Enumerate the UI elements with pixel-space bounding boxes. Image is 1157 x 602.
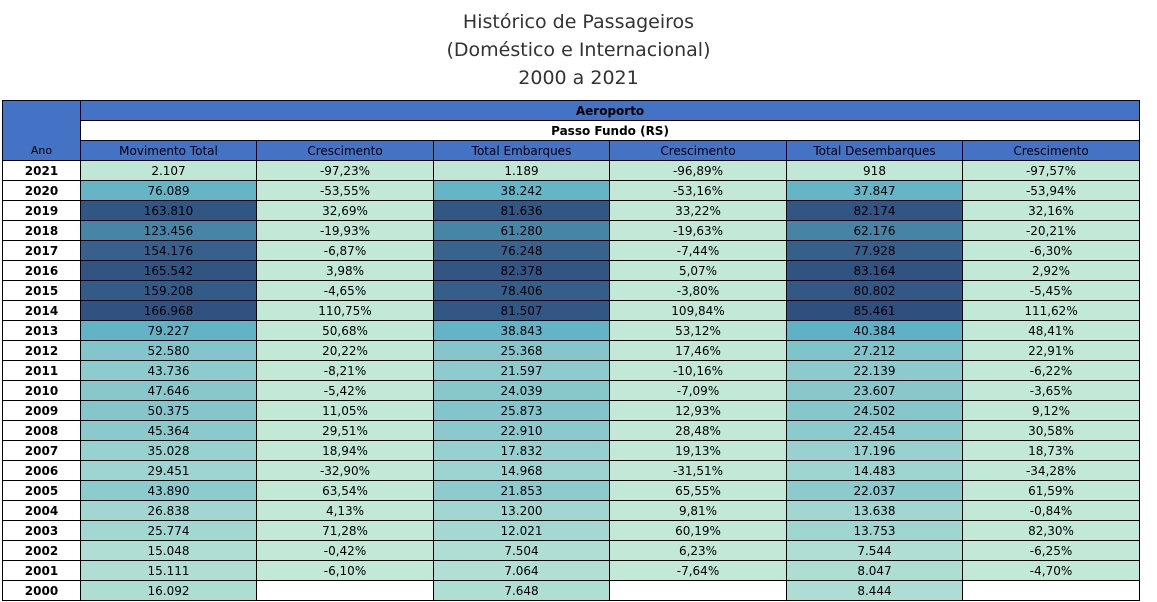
total-embarques-cell: 21.853: [434, 481, 610, 501]
total-embarques-cell: 81.507: [434, 301, 610, 321]
table-row: [3, 161, 1140, 181]
crescimento-total-cell: -6,87%: [257, 241, 434, 261]
col-header-total-desembarques: Total Desembarques: [787, 141, 963, 161]
crescimento-desembarques-cell: -53,94%: [963, 181, 1140, 201]
crescimento-desembarques-cell: -5,45%: [963, 281, 1140, 301]
crescimento-desembarques-cell: [963, 581, 1140, 601]
crescimento-total-cell: -32,90%: [257, 461, 434, 481]
total-desembarques-cell: 22.037: [787, 481, 963, 501]
total-desembarques-cell: 37.847: [787, 181, 963, 201]
table-row: [3, 261, 1140, 281]
table-row: [3, 281, 1140, 301]
col-header-crescimento-desembarques: Crescimento: [963, 141, 1140, 161]
table-row: [3, 241, 1140, 261]
group-header: Aeroporto: [81, 101, 1140, 121]
crescimento-desembarques-cell: -3,65%: [963, 381, 1140, 401]
crescimento-desembarques-cell: 9,12%: [963, 401, 1140, 421]
total-embarques-cell: 7.648: [434, 581, 610, 601]
crescimento-embarques-cell: 60,19%: [610, 521, 787, 541]
movimento-total-cell: 15.111: [81, 561, 257, 581]
crescimento-desembarques-cell: -34,28%: [963, 461, 1140, 481]
crescimento-total-cell: 11,05%: [257, 401, 434, 421]
crescimento-embarques-cell: 53,12%: [610, 321, 787, 341]
total-embarques-cell: 38.242: [434, 181, 610, 201]
table-row: [3, 421, 1140, 441]
table-row: [3, 321, 1140, 341]
year-column-header: Ano: [3, 101, 81, 161]
crescimento-embarques-cell: -10,16%: [610, 361, 787, 381]
crescimento-desembarques-cell: -4,70%: [963, 561, 1140, 581]
movimento-total-cell: 29.451: [81, 461, 257, 481]
table-row: [3, 481, 1140, 501]
year-cell: 2007: [3, 441, 81, 461]
year-cell: 2003: [3, 521, 81, 541]
crescimento-desembarques-cell: -6,22%: [963, 361, 1140, 381]
crescimento-embarques-cell: 17,46%: [610, 341, 787, 361]
total-embarques-cell: 14.968: [434, 461, 610, 481]
total-desembarques-cell: 8.444: [787, 581, 963, 601]
movimento-total-cell: 16.092: [81, 581, 257, 601]
crescimento-total-cell: -6,10%: [257, 561, 434, 581]
total-embarques-cell: 1.189: [434, 161, 610, 181]
crescimento-desembarques-cell: 32,16%: [963, 201, 1140, 221]
crescimento-total-cell: -5,42%: [257, 381, 434, 401]
table-row: [3, 461, 1140, 481]
crescimento-total-cell: 18,94%: [257, 441, 434, 461]
crescimento-embarques-cell: 19,13%: [610, 441, 787, 461]
airport-header: Passo Fundo (RS): [81, 121, 1140, 141]
movimento-total-cell: 166.968: [81, 301, 257, 321]
crescimento-embarques-cell: 5,07%: [610, 261, 787, 281]
total-desembarques-cell: 80.802: [787, 281, 963, 301]
table-row: [3, 301, 1140, 321]
movimento-total-cell: 154.176: [81, 241, 257, 261]
table-row: [3, 201, 1140, 221]
crescimento-total-cell: 71,28%: [257, 521, 434, 541]
year-cell: 2021: [3, 161, 81, 181]
year-cell: 2004: [3, 501, 81, 521]
year-cell: 2006: [3, 461, 81, 481]
movimento-total-cell: 35.028: [81, 441, 257, 461]
crescimento-embarques-cell: 12,93%: [610, 401, 787, 421]
crescimento-desembarques-cell: 2,92%: [963, 261, 1140, 281]
table-row: [3, 361, 1140, 381]
total-embarques-cell: 78.406: [434, 281, 610, 301]
total-desembarques-cell: 85.461: [787, 301, 963, 321]
total-embarques-cell: 21.597: [434, 361, 610, 381]
year-cell: 2009: [3, 401, 81, 421]
crescimento-total-cell: 20,22%: [257, 341, 434, 361]
table-body: [3, 161, 1140, 601]
chart-title: [0, 8, 1157, 92]
year-cell: 2012: [3, 341, 81, 361]
crescimento-embarques-cell: 65,55%: [610, 481, 787, 501]
total-desembarques-cell: 14.483: [787, 461, 963, 481]
table-row: [3, 221, 1140, 241]
crescimento-embarques-cell: -19,63%: [610, 221, 787, 241]
total-embarques-cell: 7.064: [434, 561, 610, 581]
movimento-total-cell: 26.838: [81, 501, 257, 521]
movimento-total-cell: 50.375: [81, 401, 257, 421]
crescimento-embarques-cell: 6,23%: [610, 541, 787, 561]
table-row: [3, 581, 1140, 601]
total-embarques-cell: 7.504: [434, 541, 610, 561]
crescimento-total-cell: -97,23%: [257, 161, 434, 181]
year-cell: 2010: [3, 381, 81, 401]
total-desembarques-cell: 22.454: [787, 421, 963, 441]
total-desembarques-cell: 82.174: [787, 201, 963, 221]
crescimento-embarques-cell: -7,09%: [610, 381, 787, 401]
crescimento-embarques-cell: -53,16%: [610, 181, 787, 201]
movimento-total-cell: 52.580: [81, 341, 257, 361]
total-desembarques-cell: 7.544: [787, 541, 963, 561]
movimento-total-cell: 45.364: [81, 421, 257, 441]
crescimento-total-cell: 32,69%: [257, 201, 434, 221]
total-desembarques-cell: 83.164: [787, 261, 963, 281]
table-row: [3, 521, 1140, 541]
year-cell: 2017: [3, 241, 81, 261]
total-embarques-cell: 38.843: [434, 321, 610, 341]
total-desembarques-cell: 24.502: [787, 401, 963, 421]
year-cell: 2001: [3, 561, 81, 581]
year-cell: 2018: [3, 221, 81, 241]
crescimento-embarques-cell: -3,80%: [610, 281, 787, 301]
crescimento-embarques-cell: 9,81%: [610, 501, 787, 521]
year-cell: 2019: [3, 201, 81, 221]
crescimento-total-cell: -8,21%: [257, 361, 434, 381]
total-desembarques-cell: 13.753: [787, 521, 963, 541]
total-desembarques-cell: 23.607: [787, 381, 963, 401]
year-cell: 2011: [3, 361, 81, 381]
crescimento-desembarques-cell: 48,41%: [963, 321, 1140, 341]
crescimento-embarques-cell: [610, 581, 787, 601]
movimento-total-cell: 159.208: [81, 281, 257, 301]
total-embarques-cell: 61.280: [434, 221, 610, 241]
year-cell: 2013: [3, 321, 81, 341]
table-row: [3, 561, 1140, 581]
crescimento-total-cell: -0,42%: [257, 541, 434, 561]
movimento-total-cell: 25.774: [81, 521, 257, 541]
crescimento-desembarques-cell: 82,30%: [963, 521, 1140, 541]
movimento-total-cell: 15.048: [81, 541, 257, 561]
year-cell: 2002: [3, 541, 81, 561]
passenger-table: [2, 100, 1140, 601]
total-embarques-cell: 25.368: [434, 341, 610, 361]
col-header-total-embarques: Total Embarques: [434, 141, 610, 161]
title-line-2: (Doméstico e Internacional): [446, 39, 711, 61]
table-row: [3, 341, 1140, 361]
table-row: [3, 401, 1140, 421]
table-row: [3, 181, 1140, 201]
crescimento-desembarques-cell: -6,30%: [963, 241, 1140, 261]
year-cell: 2005: [3, 481, 81, 501]
crescimento-desembarques-cell: 22,91%: [963, 341, 1140, 361]
movimento-total-cell: 47.646: [81, 381, 257, 401]
year-cell: 2016: [3, 261, 81, 281]
crescimento-desembarques-cell: -97,57%: [963, 161, 1140, 181]
year-cell: 2008: [3, 421, 81, 441]
movimento-total-cell: 43.890: [81, 481, 257, 501]
title-line-1: Histórico de Passageiros: [462, 11, 695, 33]
year-cell: 2014: [3, 301, 81, 321]
crescimento-embarques-cell: -7,64%: [610, 561, 787, 581]
title-line-3: 2000 a 2021: [518, 67, 639, 89]
crescimento-total-cell: 4,13%: [257, 501, 434, 521]
total-desembarques-cell: 27.212: [787, 341, 963, 361]
crescimento-desembarques-cell: 30,58%: [963, 421, 1140, 441]
total-embarques-cell: 17.832: [434, 441, 610, 461]
crescimento-embarques-cell: -31,51%: [610, 461, 787, 481]
movimento-total-cell: 165.542: [81, 261, 257, 281]
total-embarques-cell: 82.378: [434, 261, 610, 281]
movimento-total-cell: 76.089: [81, 181, 257, 201]
total-embarques-cell: 22.910: [434, 421, 610, 441]
total-embarques-cell: 24.039: [434, 381, 610, 401]
movimento-total-cell: 79.227: [81, 321, 257, 341]
col-header-crescimento-total: Crescimento: [257, 141, 434, 161]
crescimento-total-cell: -53,55%: [257, 181, 434, 201]
crescimento-embarques-cell: 28,48%: [610, 421, 787, 441]
total-embarques-cell: 25.873: [434, 401, 610, 421]
movimento-total-cell: 2.107: [81, 161, 257, 181]
total-embarques-cell: 13.200: [434, 501, 610, 521]
crescimento-embarques-cell: 109,84%: [610, 301, 787, 321]
table-row: [3, 501, 1140, 521]
crescimento-desembarques-cell: -0,84%: [963, 501, 1140, 521]
crescimento-total-cell: -4,65%: [257, 281, 434, 301]
crescimento-desembarques-cell: 61,59%: [963, 481, 1140, 501]
total-desembarques-cell: 22.139: [787, 361, 963, 381]
crescimento-desembarques-cell: 111,62%: [963, 301, 1140, 321]
crescimento-total-cell: 63,54%: [257, 481, 434, 501]
total-embarques-cell: 12.021: [434, 521, 610, 541]
total-desembarques-cell: 62.176: [787, 221, 963, 241]
total-embarques-cell: 76.248: [434, 241, 610, 261]
year-cell: 2020: [3, 181, 81, 201]
table-row: [3, 441, 1140, 461]
year-cell: 2015: [3, 281, 81, 301]
crescimento-total-cell: -19,93%: [257, 221, 434, 241]
movimento-total-cell: 123.456: [81, 221, 257, 241]
crescimento-embarques-cell: 33,22%: [610, 201, 787, 221]
crescimento-embarques-cell: -7,44%: [610, 241, 787, 261]
total-desembarques-cell: 13.638: [787, 501, 963, 521]
total-desembarques-cell: 17.196: [787, 441, 963, 461]
crescimento-desembarques-cell: -20,21%: [963, 221, 1140, 241]
crescimento-total-cell: 110,75%: [257, 301, 434, 321]
total-desembarques-cell: 8.047: [787, 561, 963, 581]
table-row: [3, 541, 1140, 561]
movimento-total-cell: 43.736: [81, 361, 257, 381]
crescimento-total-cell: 3,98%: [257, 261, 434, 281]
crescimento-desembarques-cell: -6,25%: [963, 541, 1140, 561]
year-cell: 2000: [3, 581, 81, 601]
crescimento-total-cell: 50,68%: [257, 321, 434, 341]
movimento-total-cell: 163.810: [81, 201, 257, 221]
crescimento-desembarques-cell: 18,73%: [963, 441, 1140, 461]
total-desembarques-cell: 77.928: [787, 241, 963, 261]
total-embarques-cell: 81.636: [434, 201, 610, 221]
crescimento-total-cell: 29,51%: [257, 421, 434, 441]
crescimento-embarques-cell: -96,89%: [610, 161, 787, 181]
col-header-movimento-total: Movimento Total: [81, 141, 257, 161]
total-desembarques-cell: 40.384: [787, 321, 963, 341]
col-header-crescimento-embarques: Crescimento: [610, 141, 787, 161]
crescimento-total-cell: [257, 581, 434, 601]
table-row: [3, 381, 1140, 401]
total-desembarques-cell: 918: [787, 161, 963, 181]
